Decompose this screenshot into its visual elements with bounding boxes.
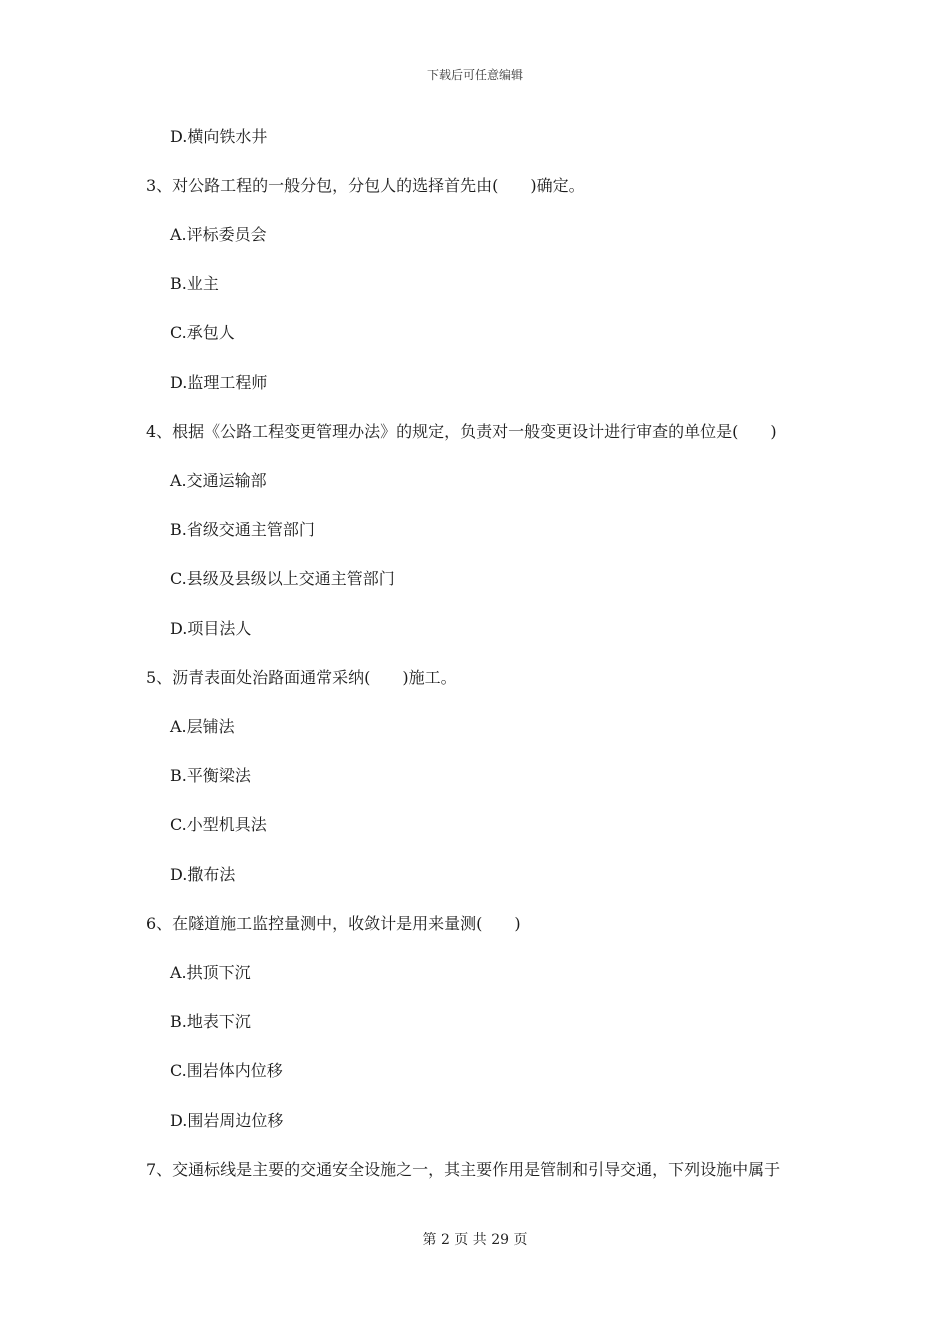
option-line: C.承包人 [170, 323, 235, 342]
question-line: 4、根据《公路工程变更管理办法》的规定，负责对一般变更设计进行审查的单位是( ) [146, 422, 777, 441]
option-line: A.评标委员会 [170, 225, 267, 244]
option-line: D.围岩周边位移 [170, 1111, 284, 1130]
question-line: 5、沥青表面处治路面通常采纳( )施工。 [146, 668, 457, 687]
option-line: C.小型机具法 [170, 815, 267, 834]
option-line: D.横向铁水井 [170, 127, 268, 146]
option-line: A.拱顶下沉 [170, 963, 251, 982]
option-line: B.业主 [170, 274, 219, 293]
question-line: 7、交通标线是主要的交通安全设施之一，其主要作用是管制和引导交通，下列设施中属于 [146, 1160, 781, 1179]
option-line: B.平衡梁法 [170, 766, 251, 785]
page-footer: 第 2 页 共 29 页 [422, 1232, 528, 1248]
option-line: D.监理工程师 [170, 373, 268, 392]
option-line: C.县级及县级以上交通主管部门 [170, 569, 395, 588]
option-line: B.省级交通主管部门 [170, 520, 315, 539]
option-line: D.撒布法 [170, 865, 236, 884]
option-line: A.层铺法 [170, 717, 235, 736]
option-line: D.项目法人 [170, 619, 252, 638]
page-header: 下载后可任意编辑 [426, 68, 523, 82]
question-line: 6、在隧道施工监控量测中，收敛计是用来量测( ) [146, 914, 521, 933]
option-line: C.围岩体内位移 [170, 1061, 283, 1080]
option-line: B.地表下沉 [170, 1012, 251, 1031]
option-line: A.交通运输部 [170, 471, 267, 490]
question-line: 3、对公路工程的一般分包，分包人的选择首先由( )确定。 [146, 176, 585, 195]
